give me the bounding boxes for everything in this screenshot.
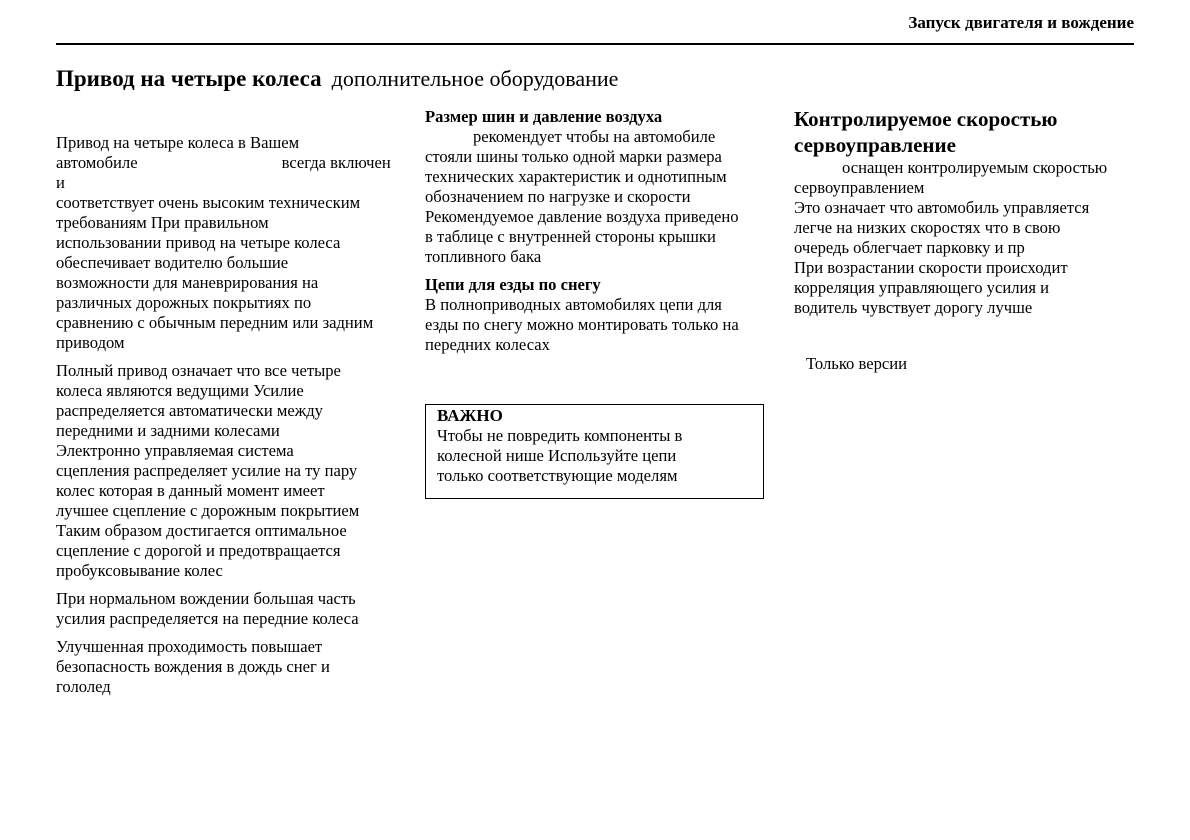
- column-left: [56, 133, 401, 697]
- paragraph-chains: В полноприводных автомобилях цепи для езды по снегу можно монтировать только на передних колесах: [425, 295, 739, 354]
- page-header: [56, 0, 1134, 45]
- column-middle: [425, 107, 770, 355]
- page-title: [56, 66, 618, 92]
- paragraph-tires: рекомендует чтобы на автомобиле стояли шины только одной марки размера технических характеристик и однотипным обозначением по нагрузке и скорости Рекомендуемое давление воздуха приведено в таблице с внутренней стороны крышки топливного бака: [425, 127, 739, 266]
- column-right: [794, 106, 1139, 374]
- paragraph-passability: Улучшенная проходимость повышает безопасность вождения в дождь снег и гололед: [56, 637, 330, 696]
- versions-note: Только версии: [806, 354, 908, 373]
- page-title-main: Привод на четыре колеса: [56, 66, 322, 91]
- header-title: Запуск двигателя и вождение: [908, 13, 1134, 32]
- page-title-sub: дополнительное оборудование: [331, 66, 619, 91]
- paragraph-steering: оснащен контролируемым скоростью сервоуправлением Это означает что автомобиль управляется легче на низких скоростях что в свою очередь облегчает парковку и пр При возрастании скорости происходит корреляция управляющего усилия и водитель чувствует дорогу лучше: [794, 158, 1108, 317]
- chains-heading: Цепи для езды по снегу: [425, 275, 601, 294]
- tires-heading: Размер шин и давление воздуха: [425, 107, 663, 126]
- notice-title: ВАЖНО: [437, 406, 503, 425]
- steering-heading: Контролируемое скоростью сервоуправление: [794, 107, 1058, 157]
- important-notice: ВАЖНО Чтобы не повредить компоненты в колесной нише Используйте цепи только соответствующие моделям: [425, 404, 764, 499]
- paragraph-awd-meaning: Полный привод означает что все четыре колеса являются ведущими Усилие распределяется автоматически между передними и задними колесами Электронно управляемая система сцепления распределяет усилие на ту пару колес которая в данный момент имеет лучшее сцепление с дорожным покрытием Таким образом достигается оптимальное сцепление с дорогой и предотвращается пробуксовывание колес: [56, 361, 360, 580]
- paragraph-awd-intro: Привод на четыре колеса в Вашем автомобиле всегда включен и соответствует очень высоким техническим требованиям При правильном использовании привод на четыре колеса обеспечивает водителю большие возможности для маневрирования на различных дорожных покрытиях по сравнению с обычным передним или задним приводом: [56, 133, 391, 352]
- paragraph-normal-driving: При нормальном вождении большая часть усилия распределяется на передние колеса: [56, 589, 359, 628]
